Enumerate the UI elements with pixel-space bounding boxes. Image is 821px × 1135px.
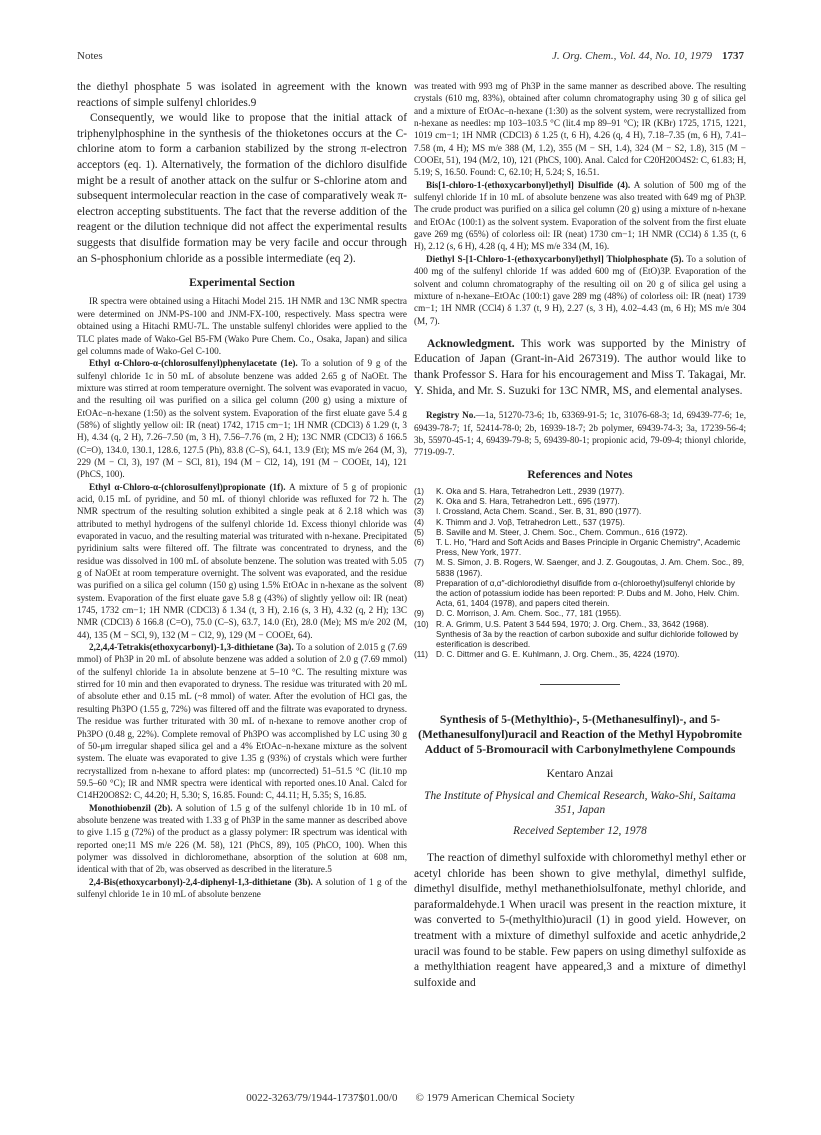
paragraph: Consequently, we would like to propose that the initial attack of triphenylphosphine in the synthesis of the thioketones occurs at the C-chlorine atom to form a carbanion stabilized by the strong π-electron acceptors (eq. 1). Alternatively, the formation of the dichloro disulfide might be a result of another attack on the sulfur or S-chlorine atom and subsequent intermolecular reaction in the case of comparatively weak π-electron accepting substituents. The fact that the reverse addition of the reagent or the dilution technique did not affect the experimental results suggests that disulfide formation may be very facile and occur through an S-phosphonium chloride as a possible intermediate (eq 2).	[77, 112, 407, 265]
reference-number: (4)	[414, 517, 425, 527]
acknowledgment-heading: Acknowledgment.	[427, 337, 515, 350]
paragraph: IR spectra were obtained using a Hitachi Model 215. 1H NMR and 13C NMR spectra were determined on JNM-PS-100 and JNM-FX-100, respectively. Mass spectra were obtained using a Hitachi RMU-7L. The unstable sulfenyl chlorides were applied to the TLC plates made of Wako-Gel B5-FM (Wako Pure Chem. Co., Osaka, Japan) and silica gel columns made of Wako-Gel C-100.	[77, 296, 407, 356]
procedure-paragraph	[414, 179, 746, 253]
registry-heading: Registry No.	[426, 410, 476, 421]
section-heading: Experimental Section	[189, 277, 295, 290]
reference-item	[414, 518, 746, 528]
reference-item	[414, 609, 746, 619]
journal-citation	[552, 50, 744, 62]
reference-number: (9)	[414, 609, 425, 619]
right-column	[414, 80, 746, 991]
procedure-text: To a solution of 9 g of the sulfenyl chloride 1c in 50 mL of absolute benzene was added 2.65 g of NaOEt. The mixture was stirred at room temperature overnight. The solvent was evaporated in vacuo, and the resulting oil was purified on a silica gel column (200 g) using a mixture of EtOAc–n-hexane (1:50) as the solvent system. Evaporation of the first eluate gave 5.4 g (58%) of slightly yellow oil: IR (neat) 1742, 1715 cm−1; 1H NMR (CDCl3) δ 1.29 (t, 3 H), 4.34 (q, 2 H), 7.26–7.50 (m, 3 H), 7.56–7.76 (m, 2 H); 13C NMR (CDCl3) δ 166.5 (C=O), 134.0, 130.1, 128.6, 127.5 (Ph), 83.8 (C–S), 64.1, 13.9 (Et); MS m/e 264 (M, 3), 229 (M − Cl, 3), 197 (M − SCl, 81), 194 (M − Cl2, 14), 191 (M − COOEt, 14), 121 (PhCS, 100).	[77, 358, 407, 480]
reference-item	[414, 538, 746, 558]
paragraph: was treated with 993 mg of Ph3P in the same manner as described above. The resulting crystals (610 mg, 83%), obtained after column chromatography using 30 g of silica gel and a mixture of EtOAc–n-hexane (1:30) as the solvent system, were recrystallized from n-hexane as needles: mp 103–103.5 °C (lit.4 mp 89–91 °C); IR (KBr) 1725, 1715, 1221, 1019 cm−1; 1H NMR (CDCl3) δ 1.25 (t, 6 H), 4.26 (q, 4 H), 7.18–7.35 (m, 6 H), 7.41–7.58 (m, 4 H); MS m/e 388 (M, 1.2), 355 (M − SH, 1.4), 324 (M − S2, 1.8), 315 (M − COOEt, 51), 194 (M/2, 10), 121 (PhCS, 100). Anal. Calcd for C20H20O4S2: C, 61.83; H, 5.19; S, 16.50. Found: C, 62.10; H, 5.24; S, 16.51.	[414, 81, 746, 178]
reference-number: (11)	[414, 650, 428, 660]
page-footer	[0, 1092, 821, 1104]
reference-number: (7)	[414, 558, 425, 568]
procedure-paragraph	[77, 876, 407, 901]
compound-heading: 2,2,4,4-Tetrakis(ethoxycarbonyl)-1,3-dithietane (3a).	[89, 642, 294, 653]
reference-number: (3)	[414, 507, 425, 517]
reference-text: I. Crossland, Acta Chem. Scand., Ser. B, 31, 890 (1977).	[436, 507, 642, 517]
reference-number: (6)	[414, 537, 425, 547]
copyright-notice: © 1979 American Chemical Society	[415, 1092, 575, 1104]
reference-text: K. Thimm and J. Voβ, Tetrahedron Lett., 537 (1975).	[436, 517, 625, 527]
reference-item	[414, 620, 746, 651]
reference-text: Preparation of α,α′′-dichlorodiethyl disulfide from α-(chloroethyl)sulfenyl chloride by the action of potassium iodide has been reported: P. Dubs and M. Joho, Helv. Chim. Acta, 61, 1404 (1978), and papers cited therein.	[436, 578, 740, 609]
compound-heading: Diethyl S-[1-Chloro-1-(ethoxycarbonyl)ethyl] Thiolphosphate (5).	[426, 253, 684, 264]
procedure-paragraph	[77, 802, 407, 876]
compound-heading: Ethyl α-Chloro-α-(chlorosulfenyl)propionate (1f).	[89, 481, 286, 492]
article-code: 0022-3263/79/1944-1737$01.00/0	[246, 1092, 398, 1104]
compound-heading: Ethyl α-Chloro-α-(chlorosulfenyl)phenylacetate (1e).	[89, 358, 298, 369]
reference-number: (5)	[414, 527, 425, 537]
reference-text: K. Oka and S. Hara, Tetrahedron Lett., 2939 (1977).	[436, 486, 625, 496]
procedure-text: A solution of 500 mg of the sulfenyl chloride 1f in 10 mL of absolute benzene was also treated with 649 mg of Ph3P. The crude product was purified on a silica gel column (20 g) using a mixture of n-hexane and EtOAc (100:1) as the solvent system. Evaporation of the solvent from the first eluate gave 269 mg (65%) of colorless oil: IR (neat) 1730 cm−1; 1H NMR (CCl4) δ 1.35 (t, 6 H), 2.12 (s, 6 H), 4.28 (q, 4 H); MS m/e 334 (M, 16).	[414, 179, 746, 252]
article-title: Synthesis of 5-(Methylthio)-, 5-(Methanesulfinyl)-, and 5-(Methanesulfonyl)uracil and Reaction of the Methyl Hypobromite Adduct of 5-Bromouracil with Carbonylmethylene Compounds	[418, 714, 742, 757]
reference-text: D. C. Dittmer and G. E. Kuhlmann, J. Org. Chem., 35, 4224 (1970).	[436, 650, 680, 660]
acknowledgment-text: This work was supported by the Ministry of Education of Japan (Grant-in-Aid 267319). The author would like to thank Professor S. Hara for his encouragement and Miss T. Takagai, Mr. Y. Shida, and Mr. S. Suzuki for 13C NMR, MS, and elemental analyses.	[414, 337, 746, 397]
reference-item	[414, 579, 746, 610]
author-name: Kentaro Anzai	[546, 768, 614, 781]
procedure-paragraph	[77, 641, 407, 801]
references-list	[414, 487, 746, 660]
compound-heading: Monothiobenzil (2b).	[89, 802, 173, 813]
compound-heading: 2,4-Bis(ethoxycarbonyl)-2,4-diphenyl-1,3-dithietane (3b).	[89, 876, 313, 887]
journal-name: J. Org. Chem., Vol. 44, No. 10, 1979	[551, 50, 712, 62]
procedure-text: A solution of 1.5 g of the sulfenyl chloride 1b in 10 mL of absolute benzene was treated with 1.33 g of Ph3P in the same manner as described above to give 1.15 g (72%) of the product as a glassy polymer: IR spectrum was identical with reported one;11 MS m/e 226 (M. 58), 121 (PhCS, 89), 105 (PhCO, 100). When this polymer was dissolved in dichloromethane, absorption of the solution at 608 nm, identical with that of 2b, was observed as described in the literature.5	[77, 802, 408, 875]
reference-item	[414, 558, 746, 578]
procedure-paragraph	[77, 481, 407, 641]
reference-text: M. S. Simon, J. B. Rogers, W. Saenger, and J. Z. Gougoutas, J. Am. Chem. Soc., 89, 5838 (1967).	[436, 558, 745, 578]
left-column	[77, 80, 407, 900]
compound-heading: Bis[1-chloro-1-(ethoxycarbonyl)ethyl] Disulfide (4).	[426, 179, 631, 190]
procedure-text: To a solution of 400 mg of the sulfenyl chloride 1f was added 600 mg of (EtO)3P. Evaporation of the solvent and column chromatography of the resulting oil on 20 g of silica gel using a mixture of n-hexane–EtOAc (100:1) gave 289 mg (48%) of colorless oil: IR (neat) 1739 cm−1; 1H NMR (CCl4) δ 1.37 (t, 9 H), 2.27 (s, 3 H), 4.02–4.43 (m, 6 H); MS m/e 304 (M, 7).	[414, 253, 747, 326]
page-number: 1737	[722, 50, 744, 62]
reference-number: (1)	[414, 486, 425, 496]
procedure-paragraph	[414, 253, 746, 327]
reference-item	[414, 497, 746, 507]
received-date: Received September 12, 1978	[513, 824, 647, 837]
reference-item	[414, 650, 746, 660]
reference-item	[414, 507, 746, 517]
acknowledgment	[414, 337, 746, 399]
section-label: Notes	[77, 50, 103, 62]
reference-text: B. Saville and M. Steer, J. Chem. Soc., Chem. Commun., 616 (1972).	[436, 527, 688, 537]
reference-text: R. A. Grimm, U.S. Patent 3 544 594, 1970; J. Org. Chem., 33, 3642 (1968). Synthesis of 3a by the reaction of carbon suboxide and sulfur dichloride followed by esterification is described.	[436, 619, 739, 650]
references-heading: References and Notes	[527, 468, 633, 481]
article-divider	[540, 684, 620, 685]
registry-numbers	[414, 409, 746, 458]
reference-number: (10)	[414, 619, 429, 629]
reference-text: D. C. Morrison, J. Am. Chem. Soc., 77, 181 (1955).	[436, 609, 622, 619]
running-header	[77, 50, 744, 66]
reference-text: K. Oka and S. Hara, Tetrahedron Lett., 695 (1977).	[436, 497, 620, 507]
author-affiliation: The Institute of Physical and Chemical Research, Wako-Shi, Saitama 351, Japan	[424, 789, 736, 816]
procedure-text: A mixture of 5 g of propionic acid, 0.15 mL of pyridine, and 50 mL of thionyl chloride was refluxed for 72 h. The NMR spectrum of the resulting solution exhibited a single peak at δ 2.18 which was attributed to methyl hydrogens of the sulfenyl chloride 1d. Excess thionyl chloride was evaporated in vacuo, and the resulting material was triturated with n-hexane. Precipitated pyridinium salts were filtered off. The filtrate was concentrated to dryness, and the residue was dissolved in 100 mL of absolute benzene. The solution was treated with 5.05 g of NaOEt at room temperature overnight. The solvent was evaporated, and the residue was purified on a silica gel column (150 g) using 1.5% EtOAc in n-hexane as the solvent system. Evaporation of the first eluate gave 5.8 g (43%) of slightly yellow oil: IR (neat) 1745, 1732 cm−1; 1H NMR (CDCl3) δ 1.34 (t, 3 H), 2.16 (s, 3 H), 4.32 (q, 2 H); 13C NMR (CDCl3) δ 166.8 (C=O), 75.0 (C–S), 63.7, 14.0 (Et), 28.0 (Me); MS m/e 202 (M, 44), 135 (M − SCl, 9), 132 (M − Cl2, 9), 129 (M − COOEt, 64).	[77, 481, 407, 640]
registry-text: —1a, 51270-73-6; 1b, 63369-91-5; 1c, 31076-68-3; 1d, 69439-77-6; 1e, 69439-78-7; 1f, 52414-78-0; 2b, 16939-18-7; 2b polymer, 69439-74-3; 3a, 17239-56-4; 3b, 55970-45-1; 4, 69439-79-8; 5, 69439-80-1; propionic acid, 79-09-4; thionyl chloride, 7719-09-7.	[414, 410, 747, 458]
reference-number: (2)	[414, 497, 425, 507]
procedure-text: A solution of 1 g of the sulfenyl chloride 1e in 10 mL of absolute benzene	[77, 876, 407, 899]
introduction-paragraph: The reaction of dimethyl sulfoxide with chloromethyl methyl ether or acetyl chloride has been shown to give methylal, dimethyl sulfide, dimethyl disulfide, methyl methanethiolsulfonate, methyl chloride, and paraformaldehyde.1 When uracil was present in the reaction mixture, it was converted to 5-(methylthio)uracil (1) in good yield. However, on treatment with a mixture of dimethyl sulfoxide and acetic anhydride,2 uracil was found to be stable. Few papers on using dimethyl sulfoxide as a methylthiation reagent have appeared,3 and a mixture of dimethyl sulfoxide and	[414, 852, 746, 989]
procedure-text: To a solution of 2.015 g (7.69 mmol) of Ph3P in 20 mL of absolute benzene was added a solution of 2.0 g (7.69 mmol) of the sulfenyl chloride 1a in absolute benzene at 5–10 °C. The resulting mixture was stirred for 10 min and then evaporated to dryness. The residue was triturated with 20 mL of absolute ether and 0.15 mL (~8 mmol) of water. After the evolution of HCl gas, the resulting Ph3PO (1.55 g, 72%) was filtered off and the filtrate was evaporated to dryness. The residue was further triturated with 30 mL of n-hexane to remove another crop of Ph3PO (0.48 g, 22%). Complete removal of Ph3PO was accomplished by LC using 30 g of 50-μm irregular shaped silica gel and a 4% EtOAc–n-hexane mixture as the solvent system. The eluate was evaporated to give 1.35 g (93%) of crystals which were further recrystallized from n-hexane to afford plates: mp (uncorrected) 51–51.5 °C (lit.10 mp 59.5–60 °C); IR and NMR spectra were identical with reported ones.10 Anal. Calcd for C14H20O8S2: C, 44.20; H, 5.30; S, 16.85. Found: C, 44.11; H, 5.35; S, 16.85.	[77, 642, 407, 801]
reference-item	[414, 487, 746, 497]
procedure-paragraph	[77, 357, 407, 480]
reference-item	[414, 528, 746, 538]
reference-text: T. L. Ho, "Hard and Soft Acids and Bases Principle in Organic Chemistry", Academic Press, New York, 1977.	[436, 537, 741, 558]
reference-number: (8)	[414, 578, 425, 588]
paragraph: the diethyl phosphate 5 was isolated in agreement with the known reactions of simple sulfenyl chlorides.9	[77, 81, 407, 109]
